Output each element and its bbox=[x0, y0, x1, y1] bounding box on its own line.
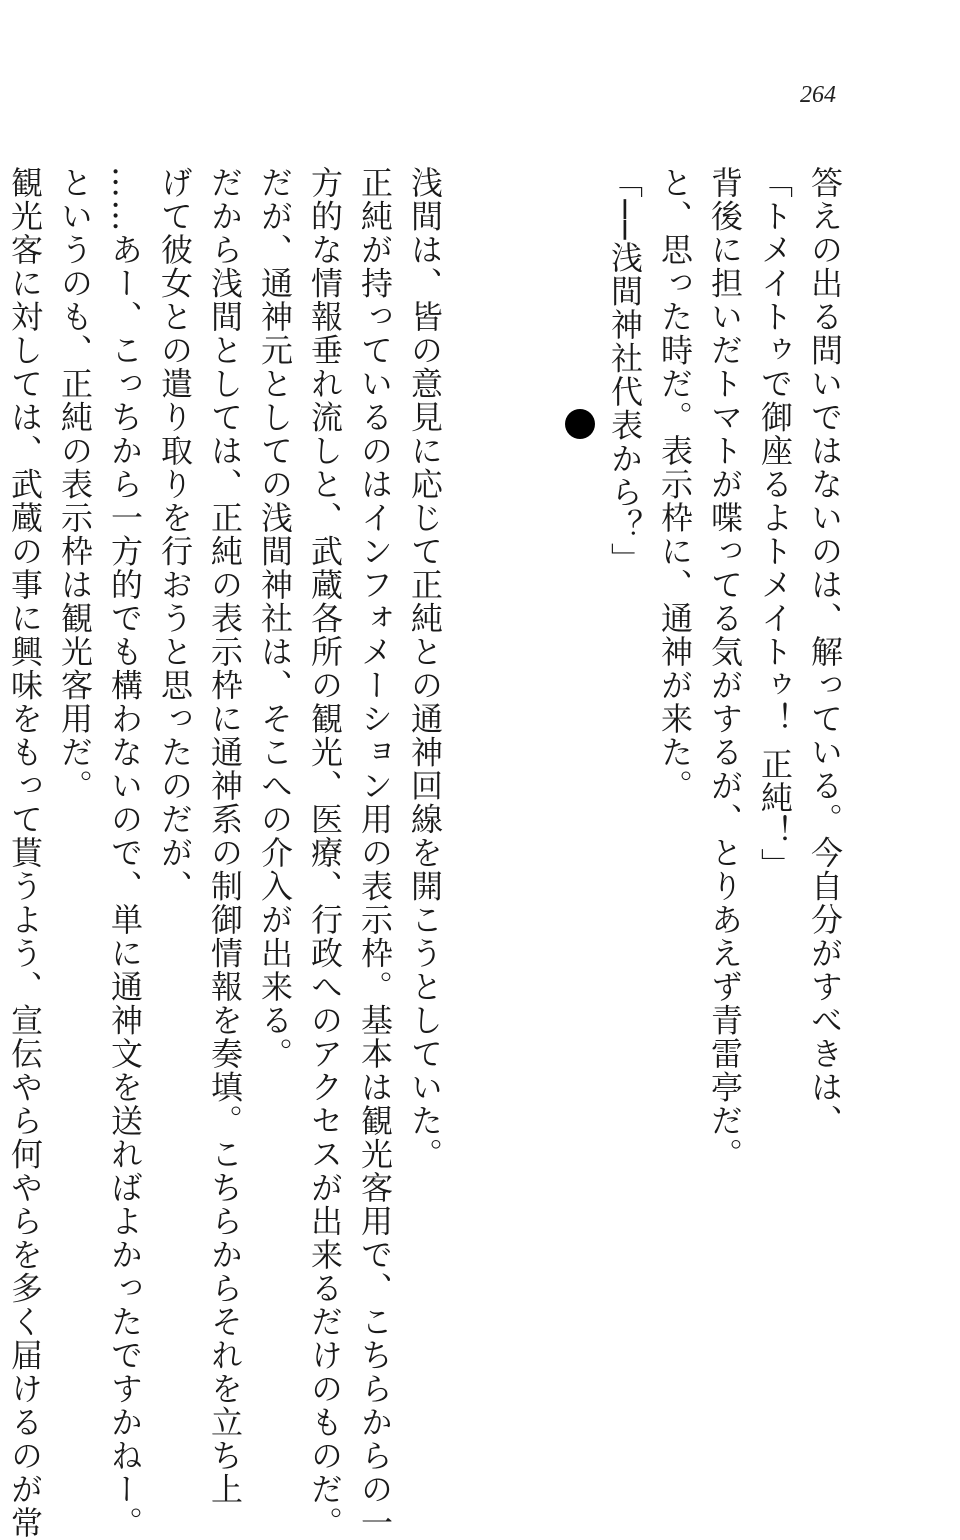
blank-line bbox=[500, 166, 550, 1306]
body-text bbox=[0, 166, 850, 1540]
paragraph: 浅間は、皆の意見に応じて正純との通神回線を開こうとしていた。 bbox=[406, 166, 444, 1171]
paragraph: げて彼女との遣り取りを行おうと思ったのだが、 bbox=[156, 166, 194, 903]
section-break-dot-icon bbox=[565, 409, 595, 439]
paragraph: 背後に担いだトマトが喋ってる気がするが、とりあえず青雷亭だ。 bbox=[706, 166, 744, 1171]
paragraph: 「トメイトゥで御座るよトメイトゥ！ 正純！」 bbox=[756, 166, 794, 882]
paragraph: ……あー、こっちから一方的でも構わないので、単に通神文を送ればよかったですかねー。 bbox=[106, 166, 144, 1540]
paragraph: だが、通神元としての浅間神社は、そこへの介入が出来る。 bbox=[256, 166, 294, 1071]
paragraph: というのも、正純の表示枠は観光客用だ。 bbox=[56, 166, 94, 803]
paragraph: 方的な情報垂れ流しと、武蔵各所の観光、医療、行政へのアクセスが出来るだけのものだ。 bbox=[306, 166, 344, 1540]
blank-line bbox=[450, 166, 500, 1306]
paragraph: 観光客に対しては、武蔵の事に興味をもって貰うよう、宣伝やら何やらを多く届けるのが常 bbox=[6, 166, 44, 1540]
page-number: 264 bbox=[800, 82, 836, 108]
paragraph: 正純が持っているのはインフォメーション用の表示枠。基本は観光客用で、こちらからの一 bbox=[356, 166, 394, 1540]
paragraph: と、思った時だ。表示枠に、通神が来た。 bbox=[656, 166, 694, 803]
paragraph: 答えの出る問いではないのは、解っている。今自分がすべきは、 bbox=[806, 166, 844, 1138]
blank-line bbox=[550, 166, 600, 1306]
paragraph: だから浅間としては、正純の表示枠に通神系の制御情報を奏填。こちらからそれを立ち上 bbox=[206, 166, 244, 1506]
paragraph: 「──浅間神社代表から？」 bbox=[606, 166, 644, 577]
